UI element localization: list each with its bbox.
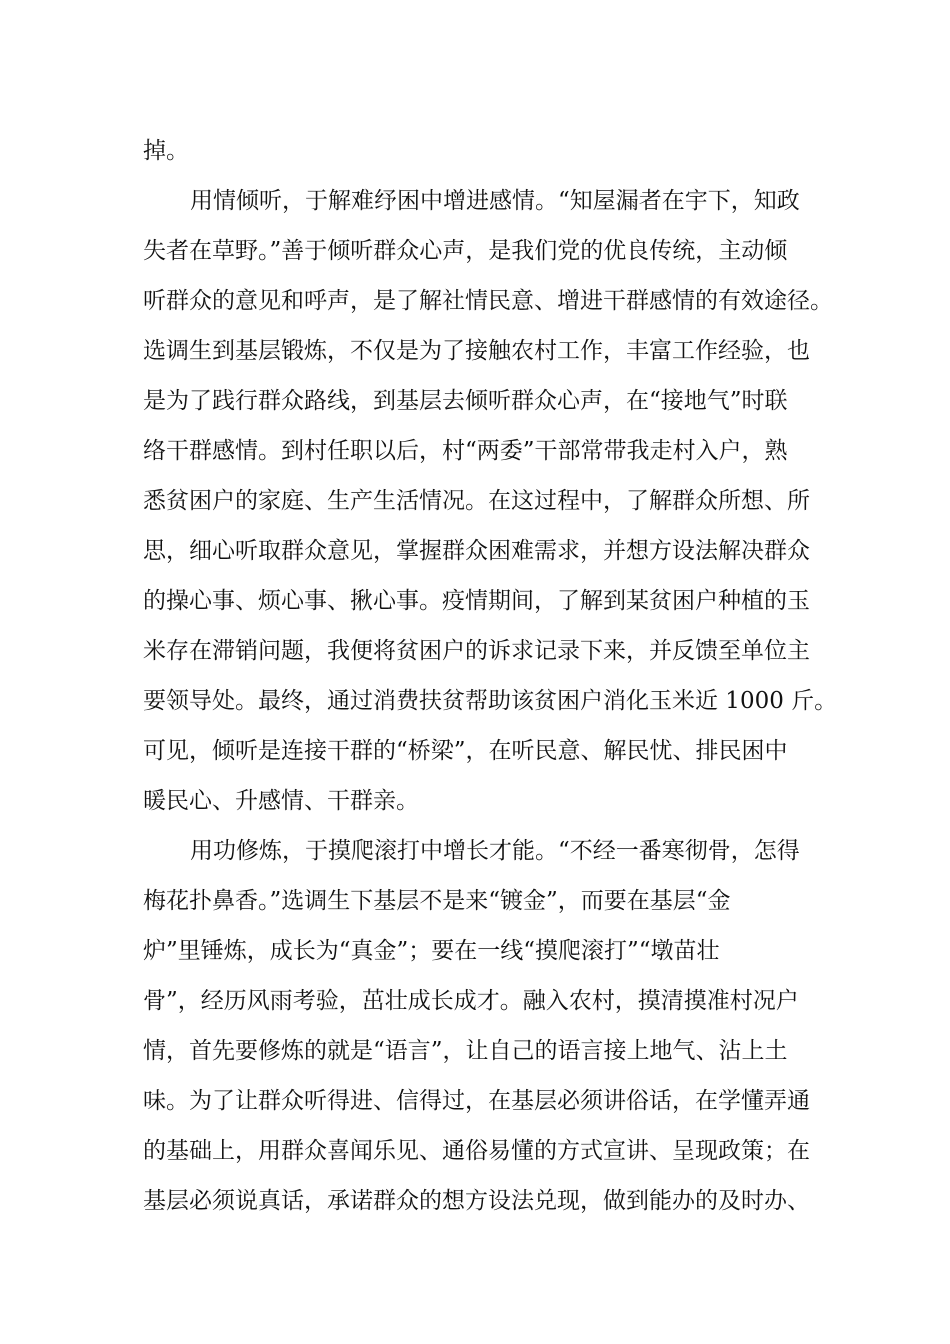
paragraph-start-line: 用情倾听，于解难纾困中增进感情。“知屋漏者在宇下，知政 — [190, 188, 800, 214]
text-line: 思，细心听取群众意见，掌握群众困难需求，并想方设法解决群众 — [143, 538, 810, 564]
paragraph-start-line: 用功修炼，于摸爬滚打中增长才能。“不经一番寒彻骨，怎得 — [190, 838, 800, 864]
text-line: 的操心事、烦心事、揪心事。疫情期间，了解到某贫困户种植的玉 — [143, 588, 810, 614]
text-line: 基层必须说真话，承诺群众的想方设法兑现，做到能办的及时办、 — [143, 1188, 810, 1214]
text-line: 听群众的意见和呼声，是了解社情民意、增进干群感情的有效途径。 — [143, 288, 833, 314]
text-line: 味。为了让群众听得进、信得过，在基层必须讲俗话，在学懂弄通 — [143, 1088, 810, 1114]
text-line: 可见，倾听是连接干群的“桥梁”，在听民意、解民忧、排民困中 — [143, 738, 788, 764]
text-line: 情，首先要修炼的就是“语言”，让自己的语言接上地气、沾上土 — [143, 1038, 788, 1064]
text-line: 暖民心、升感情、干群亲。 — [143, 788, 419, 814]
text-line: 梅花扑鼻香。”选调生下基层不是来“镀金”，而要在基层“金 — [143, 888, 731, 914]
text-line: 悉贫困户的家庭、生产生活情况。在这过程中，了解群众所想、所 — [143, 488, 810, 514]
text-line: 选调生到基层锻炼，不仅是为了接触农村工作，丰富工作经验，也 — [143, 338, 810, 364]
text-line: 要领导处。最终，通过消费扶贫帮助该贫困户消化玉米近 1000 斤。 — [143, 688, 838, 714]
text-line: 是为了践行群众路线，到基层去倾听群众心声，在“接地气”时联 — [143, 388, 788, 414]
text-line: 骨”，经历风雨考验，茁壮成长成才。融入农村，摸清摸准村况户 — [143, 988, 799, 1014]
text-line: 的基础上，用群众喜闻乐见、通俗易懂的方式宣讲、呈现政策；在 — [143, 1138, 810, 1164]
text-line: 失者在草野。”善于倾听群众心声，是我们党的优良传统，主动倾 — [143, 238, 788, 264]
text-line: 米存在滞销问题，我便将贫困户的诉求记录下来，并反馈至单位主 — [143, 638, 810, 664]
text-line: 络干群感情。到村任职以后，村“两委”干部常带我走村入户，熟 — [143, 438, 788, 464]
text-line: 炉”里锤炼，成长为“真金”；要在一线“摸爬滚打”“墩苗壮 — [143, 938, 720, 964]
text-line: 掉。 — [143, 138, 189, 164]
